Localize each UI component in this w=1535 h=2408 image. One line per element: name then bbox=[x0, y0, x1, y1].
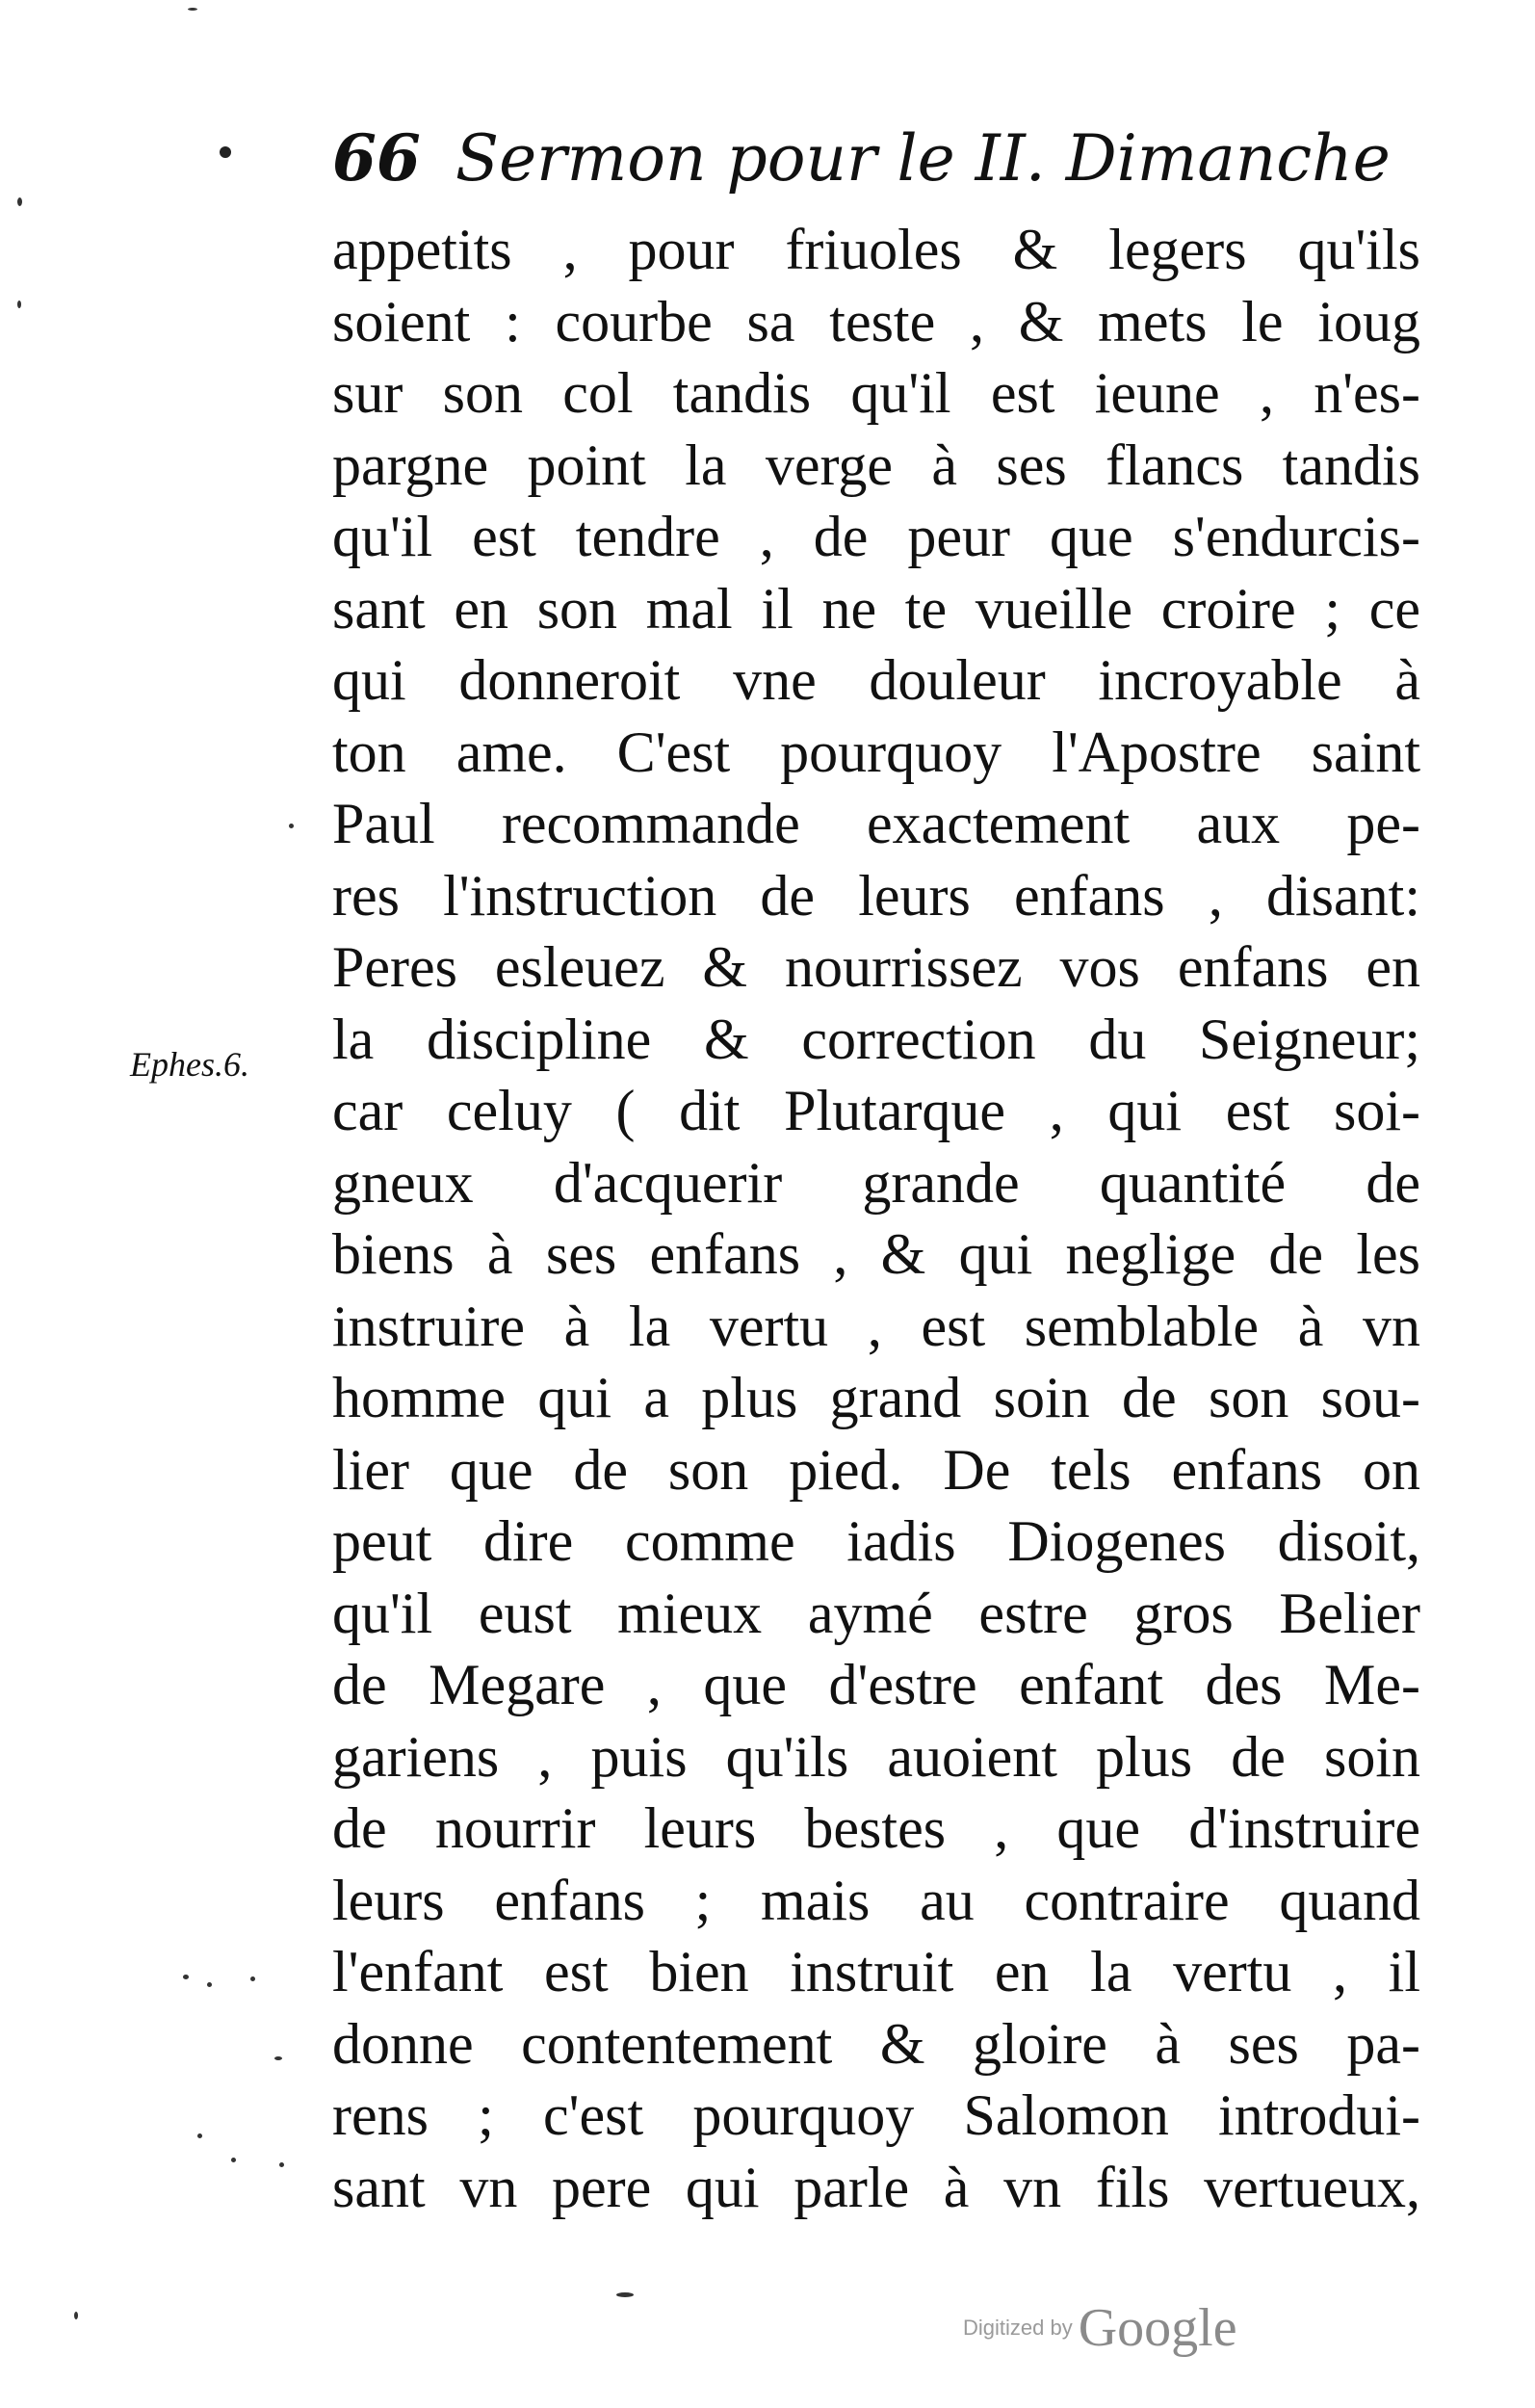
running-header bbox=[332, 114, 1420, 202]
text-line: biens à ses enfans , & qui neglige de les bbox=[332, 1222, 1420, 1286]
text-line: soient : courbe sa teste , & mets le ioug bbox=[332, 289, 1420, 353]
text-line: de Megare , que d'estre enfant des Me- bbox=[332, 1653, 1420, 1716]
text-line: lier que de son pied. De tels enfans on bbox=[332, 1437, 1420, 1502]
scan-speck bbox=[289, 824, 294, 828]
scan-speck bbox=[197, 2133, 202, 2138]
text-line: peut dire comme iadis Diogenes disoit, bbox=[332, 1509, 1420, 1573]
margin-dot bbox=[220, 146, 231, 158]
scan-speck bbox=[231, 2158, 236, 2162]
text-line: qui donneroit vne douleur incroyable à bbox=[332, 648, 1420, 712]
text-line: leurs enfans ; mais au contraire quand bbox=[332, 1868, 1420, 1932]
text-line: qu'il est tendre , de peur que s'endurcis- bbox=[332, 505, 1420, 568]
text-line: Peres esleuez & nourrissez vos enfans en bbox=[332, 935, 1420, 999]
text-line: pargne point la verge à ses flancs tandis bbox=[332, 432, 1420, 497]
text-line: rens ; c'est pourquoy Salomon introdui- bbox=[332, 2083, 1420, 2147]
scan-speck bbox=[74, 2312, 78, 2319]
margin-note: Ephes.6. bbox=[130, 1045, 249, 1084]
scan-speck bbox=[616, 2292, 634, 2297]
text-line: donne contentement & gloire à ses pa- bbox=[332, 2011, 1420, 2076]
text-line: ton ame. C'est pourquoy l'Apostre saint bbox=[332, 720, 1420, 784]
text-line: homme qui a plus grand soin de son sou- bbox=[332, 1366, 1420, 1429]
scan-speck bbox=[17, 197, 22, 206]
text-line: qu'il eust mieux aymé estre gros Belier bbox=[332, 1581, 1420, 1645]
text-line: sur son col tandis qu'il est ieune , n'es- bbox=[332, 361, 1420, 425]
text-line: la discipline & correction du Seigneur; bbox=[332, 1007, 1420, 1071]
scan-speck bbox=[274, 2056, 282, 2060]
scan-speck bbox=[250, 1976, 255, 1981]
watermark-label: Digitized by bbox=[963, 2316, 1073, 2340]
text-line: gneux d'acquerir grande quantité de bbox=[332, 1150, 1420, 1215]
text-line: sant en son mal il ne te vueille croire ; ce bbox=[332, 576, 1420, 641]
text-line: appetits , pour friuoles & legers qu'ils bbox=[332, 218, 1420, 281]
body-text bbox=[332, 214, 1420, 2223]
text-line: gariens , puis qu'ils auoient plus de soin bbox=[332, 1724, 1420, 1789]
scan-speck bbox=[207, 1982, 212, 1987]
scan-speck bbox=[183, 1975, 189, 1979]
scan-speck bbox=[17, 301, 21, 308]
scan-speck bbox=[279, 2162, 284, 2167]
text-line: sant vn pere qui parle à vn fils vertueux, bbox=[332, 2155, 1420, 2219]
text-line: car celuy ( dit Plutarque , qui est soi- bbox=[332, 1079, 1420, 1142]
text-line: Paul recommande exactement aux pe- bbox=[332, 792, 1420, 855]
scan-speck bbox=[188, 8, 197, 11]
digitized-watermark bbox=[963, 2297, 1348, 2365]
text-line: instruire à la vertu , est semblable à vn bbox=[332, 1294, 1420, 1358]
page-number: 66 bbox=[332, 120, 421, 196]
text-line: de nourrir leurs bestes , que d'instruire bbox=[332, 1796, 1420, 1860]
text-line: l'enfant est bien instruit en la vertu , il bbox=[332, 1940, 1420, 2003]
running-title: Sermon pour le II. Dimanche bbox=[455, 121, 1391, 196]
google-logo: Google bbox=[1078, 2298, 1237, 2358]
text-line: res l'instruction de leurs enfans , disant: bbox=[332, 863, 1420, 928]
